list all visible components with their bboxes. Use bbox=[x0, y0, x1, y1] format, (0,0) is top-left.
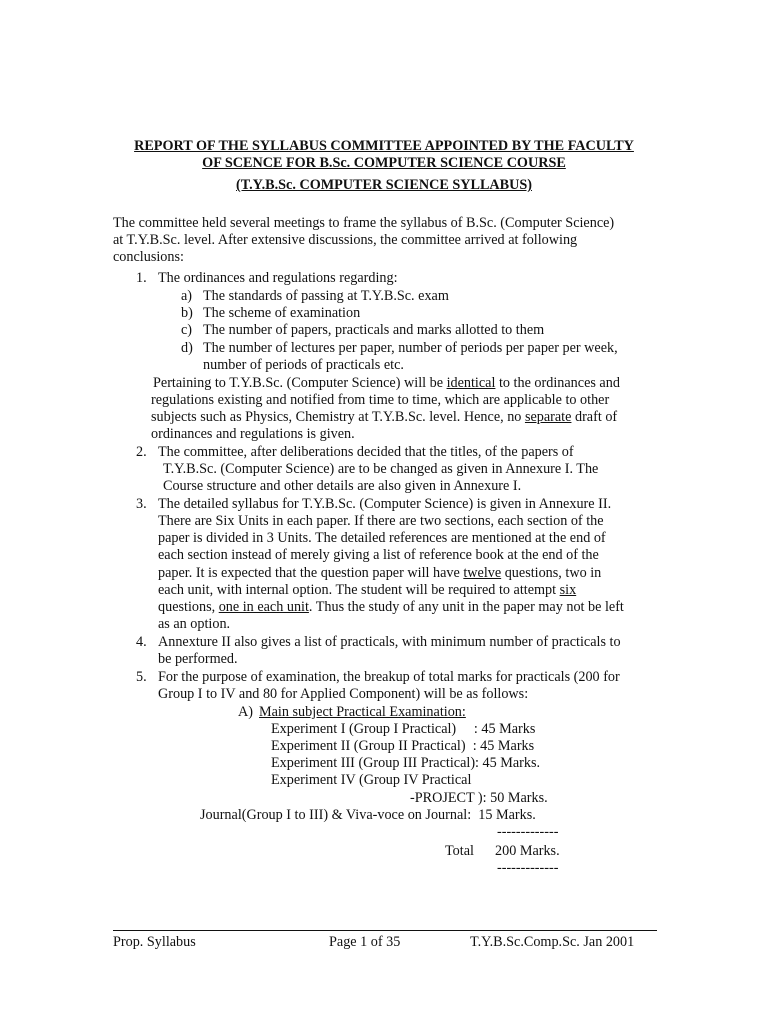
footer-rule bbox=[113, 930, 657, 931]
item-3-line-3: paper is divided in 3 Units. The detailed references are mentioned at the end of bbox=[158, 530, 606, 546]
item-3-line-8: as an option. bbox=[158, 616, 231, 632]
item-3-line-4: each section instead of merely giving a list of reference book at the end of the bbox=[158, 547, 599, 563]
item-3-line-6: each unit, with internal option. The student will be required to attempt six bbox=[158, 582, 577, 598]
underline-twelve: twelve bbox=[463, 565, 502, 581]
item-5-number: 5. bbox=[136, 669, 147, 685]
total-value: 200 Marks. bbox=[495, 843, 560, 859]
experiment-1: Experiment I (Group I Practical) : 45 Marks bbox=[271, 721, 536, 737]
dashes-line-1: ------------- bbox=[497, 824, 559, 840]
sub-d-continuation: number of periods of practicals etc. bbox=[203, 357, 404, 373]
item-4-number: 4. bbox=[136, 634, 147, 650]
item-4-line-2: be performed. bbox=[158, 651, 238, 667]
dashes-line-2: ------------- bbox=[497, 860, 559, 876]
title-line-2: OF SCENCE FOR B.Sc. COMPUTER SCIENCE COURSE bbox=[202, 155, 566, 171]
item-2-number: 2. bbox=[136, 444, 147, 460]
item-4-line-1: Annexture II also gives a list of practicals, with minimum number of practicals to bbox=[158, 634, 621, 650]
total-label: Total bbox=[445, 843, 474, 859]
sub-A-label: A) bbox=[238, 704, 253, 720]
footer-page-number: Page 1 of 35 bbox=[329, 934, 401, 950]
intro-line-2: at T.Y.B.Sc. level. After extensive discussions, the committee arrived at following bbox=[113, 232, 578, 248]
underline-separate: separate bbox=[524, 409, 572, 425]
underline-one-in-each-unit: one in each unit bbox=[218, 599, 309, 615]
item-3-line-1: The detailed syllabus for T.Y.B.Sc. (Computer Science) is given in Annexure II. bbox=[158, 496, 612, 512]
experiment-3: Experiment III (Group III Practical): 45 Marks. bbox=[271, 755, 541, 771]
sub-a-text: The standards of passing at T.Y.B.Sc. exam bbox=[203, 288, 449, 304]
item-2-line-2: T.Y.B.Sc. (Computer Science) are to be changed as given in Annexure I. The bbox=[163, 461, 599, 477]
underline-identical: identical bbox=[446, 375, 496, 391]
item-1-text: The ordinances and regulations regarding: bbox=[158, 270, 398, 286]
experiment-2: Experiment II (Group II Practical) : 45 Marks bbox=[271, 738, 535, 754]
sub-A-title: Main subject Practical Examination: bbox=[259, 704, 466, 720]
underline-six: six bbox=[559, 582, 577, 598]
sub-d-label: d) bbox=[181, 340, 193, 356]
sub-c-label: c) bbox=[181, 322, 193, 338]
journal-line: Journal(Group I to III) & Viva-voce on Journal: 15 Marks. bbox=[200, 807, 536, 823]
sub-a-label: a) bbox=[181, 288, 193, 304]
item-1-para-line-4: ordinances and regulations is given. bbox=[151, 426, 355, 442]
intro-line-3: conclusions: bbox=[113, 249, 184, 265]
experiment-4-project: -PROJECT ): 50 Marks. bbox=[410, 790, 548, 806]
item-3-line-7: questions, one in each unit. Thus the study of any unit in the paper may not be left bbox=[158, 599, 624, 615]
item-5-line-2: Group I to IV and 80 for Applied Component) will be as follows: bbox=[158, 686, 529, 702]
item-2-line-3: Course structure and other details are also given in Annexure I. bbox=[163, 478, 522, 494]
title-line-3: (T.Y.B.Sc. COMPUTER SCIENCE SYLLABUS) bbox=[235, 177, 533, 193]
item-5-line-1: For the purpose of examination, the breakup of total marks for practicals (200 for bbox=[158, 669, 620, 685]
intro-line-1: The committee held several meetings to frame the syllabus of B.Sc. (Computer Science) bbox=[113, 215, 615, 231]
item-1-number: 1. bbox=[136, 270, 147, 286]
item-1-para-line-2: regulations existing and notified from time to time, which are applicable to other bbox=[151, 392, 610, 408]
sub-c-text: The number of papers, practicals and marks allotted to them bbox=[203, 322, 545, 338]
sub-b-label: b) bbox=[181, 305, 193, 321]
experiment-4: Experiment IV (Group IV Practical bbox=[271, 772, 472, 788]
footer-right: T.Y.B.Sc.Comp.Sc. Jan 2001 bbox=[470, 934, 635, 950]
item-1-para-line-3: subjects such as Physics, Chemistry at T.Y.B.Sc. level. Hence, no separate draft of bbox=[151, 409, 618, 425]
item-3-number: 3. bbox=[136, 496, 147, 512]
footer-left: Prop. Syllabus bbox=[113, 934, 196, 950]
item-3-line-2: There are Six Units in each paper. If there are two sections, each section of the bbox=[158, 513, 604, 529]
sub-d-text: The number of lectures per paper, number of periods per paper per week, bbox=[203, 340, 618, 356]
title-line-1: REPORT OF THE SYLLABUS COMMITTEE APPOINTED BY THE FACULTY bbox=[134, 138, 634, 154]
item-1-para-line-1: Pertaining to T.Y.B.Sc. (Computer Science) will be identical to the ordinances and bbox=[153, 375, 620, 391]
sub-b-text: The scheme of examination bbox=[203, 305, 361, 321]
item-3-line-5: paper. It is expected that the question paper will have twelve questions, two in bbox=[158, 565, 602, 581]
item-2-line-1: The committee, after deliberations decided that the titles, of the papers of bbox=[158, 444, 574, 460]
